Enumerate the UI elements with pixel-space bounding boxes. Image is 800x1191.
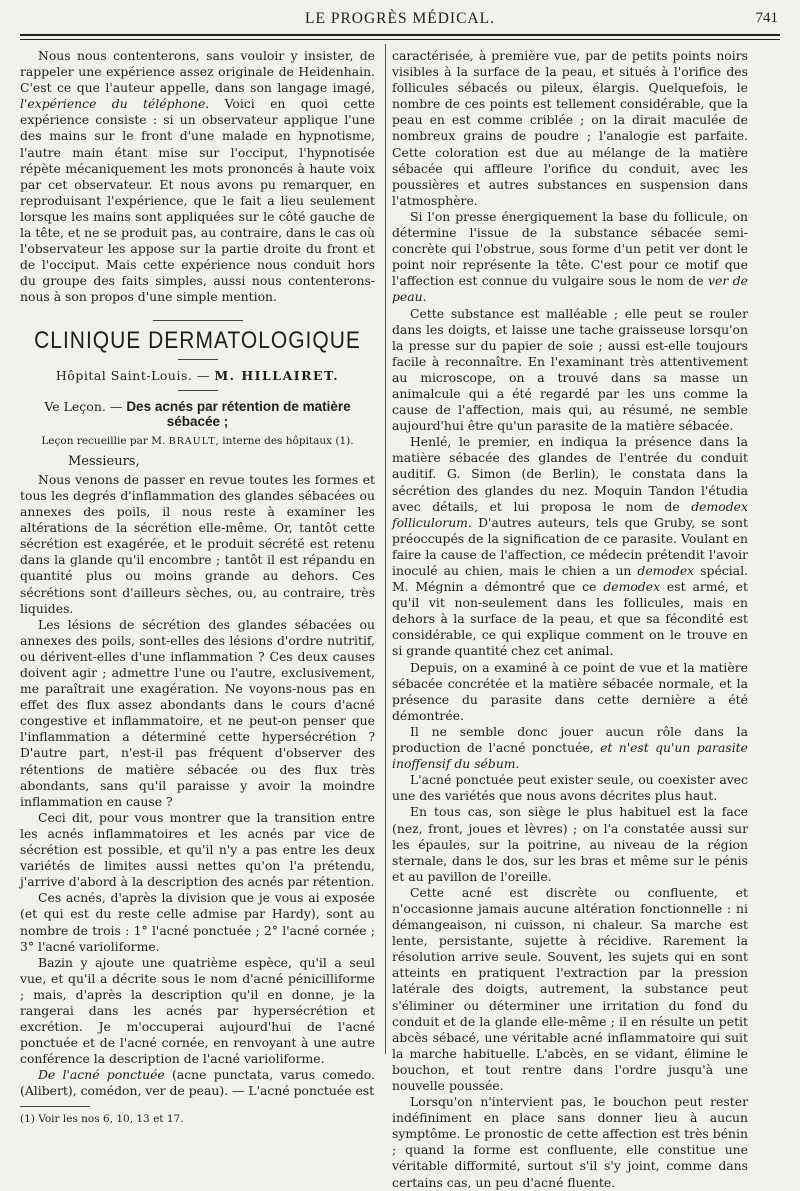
- section-separator: [153, 320, 243, 321]
- hospital-line: Hôpital Saint-Louis. — M. HILLAIRET.: [55, 367, 340, 383]
- subtitle-rule: [178, 390, 218, 391]
- left-column: [20, 48, 375, 1127]
- section-title: CLINIQUE DERMATOLOGIQUE: [34, 326, 361, 354]
- doctor-name: M. HILLAIRET.: [214, 367, 340, 383]
- column-divider: [385, 44, 386, 1054]
- body-paragraph: Depuis, on a examiné à ce point de vue et la matière sébacée concrétée et la matière sébacée normale, et la présence du parasite dans cette dernière a été démontrée.: [392, 659, 748, 723]
- italic-heading: De l'acné ponctuée: [38, 1067, 165, 1083]
- lecon-title: Des acnés par rétention de matière sébacée ;: [126, 398, 351, 429]
- footnote: (1) Voir les nos 6, 10, 13 et 17.: [20, 1112, 184, 1125]
- body-paragraph: Cette acné est discrète ou confluente, et n'occasionne jamais aucune altération fonctionnelle : ni démangeaison, ni cuisson, ni chaleur. Sa marche est lente, persistante, sujette à récidive. Rarement la résolution arrive seule. Souvent, les sujets qui en sont atteints en pratiquent l'extraction par la pression latérale des doigts, autrement, la substance peut s'éliminer ou déterminer une irritation du fond du conduit et de la glande elle-même ; il en résulte un petit abcès sébacé, une véritable acné inflammatoire qui suit la marche habituelle. L'abcès, en se vidant, élimine le bouchon, et tout rentre dans l'ordre jusqu'à une nouvelle poussée.: [392, 884, 748, 1093]
- body-paragraph: Bazin y ajoute une quatrième espèce, qu'il a seul vue, et qu'il a décrite sous le nom d'acné pénicilliforme ; mais, d'après la description qu'il en donne, je la rangerai dans les acnés par hypersécrétion et excrétion. Je m'occuperai aujourd'hui de l'acné ponctuée et de l'acné cornée, en renvoyant à une autre conférence la description de l'acné varioliforme.: [20, 954, 375, 1067]
- intro-paragraph: Nous nous contenterons, sans vouloir y insister, de rappeler une expérience assez originale de Heidenhain. C'est ce que l'auteur appelle, dans son langage imagé, l'expérience du téléphone. Voici en quoi cette expérience consiste : si un observateur applique l'une des mains sur le front d'une malade en hypnotisme, l'autre main étant mise sur l'occiput, l'hypnotisée répète mécaniquement les mots prononcés à haute voix par cet observateur. Et nous avons pu remarquer, en reproduisant l'expérience, que le fait a lieu seulement lorsque les mains sont appliquées sur le côté gauche de la tête, et ne se produit pas, au contraire, dans le cas où l'observateur les appose sur la partie droite du front et de l'occiput. Mais cette expérience nous conduit hors du groupe des faits simples, aussi nous contenterons-nous à son propos d'une simple mention.: [20, 48, 375, 305]
- footnote-rule: [20, 1106, 90, 1107]
- body-paragraph: Il ne semble donc jouer aucun rôle dans la production de l'acné ponctuée, et n'est qu'un parasite inoffensif du sébum.: [392, 723, 748, 772]
- salutation: Messieurs,: [68, 453, 140, 469]
- title-rule: [178, 359, 218, 360]
- body-paragraph: Ces acnés, d'après la division que je vous ai exposée (et qui est du reste celle admise par Hardy), sont au nombre de trois : 1° l'acné ponctuée ; 2° l'acné cornée ; 3° l'acné varioliforme.: [20, 890, 375, 954]
- body-paragraph: Henlé, le premier, en indiqua la présence dans la matière sébacée des glandes de l'entrée du conduit auditif. G. Simon (de Berlin), le constata dans la sécrétion des glandes du nez. Moquin Tandon l'étudia avec détails, et lui proposa le nom de demodex folliculorum. D'autres auteurs, tels que Gruby, se sont préoccupés de la signification de ce parasite. Voulant en faire la cause de l'affection, ce médecin prétendit l'avoir inoculé au chien, mais le chien a un demodex spécial. M. Mégnin a démontré que ce demodex est armé, et qu'il vit non-seulement dans les follicules, mais en dehors à la surface de la peau, et que sa fécondité est considérable, ce qui explique comment on le trouve en si grande quantité chez cet animal.: [392, 434, 748, 659]
- lecon-credit: Leçon recueillie par M. BRAULT, interne des hôpitaux (1).: [41, 434, 354, 447]
- body-paragraph: caractérisée, à première vue, par de petits points noirs visibles à la surface de la peau, et situés à l'orifice des follicules sébacés ou pileux, élargis. Quelquefois, le nombre de ces points est tellement considérable, que la peau en est comme criblée ; on la dirait maculée de nombreux grains de poudre ; l'analogie est parfaite. Cette coloration est due au mélange de la matière sébacée qui affleure l'orifice du conduit, avec les poussières et autres substances en suspension dans l'atmosphère.: [392, 48, 748, 208]
- body-paragraph: Si l'on presse énergiquement la base du follicule, on détermine l'issue de la substance sébacée semi-concrète qui l'obstrue, sous forme d'un petit ver dont le point noir représente la tête. C'est pour ce motif que l'affection est connue du vulgaire sous le nom de ver de peau.: [392, 208, 748, 305]
- recorder-name: BRAULT: [168, 435, 216, 447]
- running-header: [20, 10, 780, 36]
- journal-title: LE PROGRÈS MÉDICAL.: [305, 10, 495, 27]
- lecon-heading: Ve Leçon. — Des acnés par rétention de matière sébacée ;: [44, 398, 351, 429]
- italic-phrase: l'expérience du téléphone.: [20, 96, 210, 112]
- body-paragraph: Cette substance est malléable ; elle peut se rouler dans les doigts, et laisse une tache graisseuse lorsqu'on la presse sur du papier de soie ; aussi est-elle toujours facile à reconnaître. En l'examinant très attentivement au microscope, on a trouvé dans sa masse un animalcule qui a été regardé par les uns comme la cause de l'affection, mais qui, au résumé, ne semble aujourd'hui être qu'un parasite de la matière sébacée.: [392, 305, 748, 434]
- header-rule: [20, 34, 780, 36]
- body-paragraph: Lorsqu'on n'intervient pas, le bouchon peut rester indéfiniment en place sans donner lieu à aucun symptôme. Le pronostic de cette affection est très bénin ; quand la forme est confluente, elle constitue une véritable difformité, surtout s'il s'y joint, comme dans certains cas, un peu d'acné fluente.: [392, 1094, 748, 1190]
- body-paragraph: L'acné ponctuée peut exister seule, ou coexister avec une des variétés que nous avons décrites plus haut.: [392, 772, 748, 804]
- right-column: [392, 48, 748, 1191]
- body-paragraph: De l'acné ponctuée (acne punctata, varus comedo. (Alibert), comédon, ver de peau). — L'acné ponctuée est: [20, 1067, 375, 1099]
- body-paragraph: En tous cas, son siège le plus habituel est la face (nez, front, joues et lèvres) ; on l'a constatée aussi sur les épaules, sur la poitrine, au niveau de la région sternale, dans le dos, sur les bras et même sur le pénis et au pavillon de l'oreille.: [392, 804, 748, 884]
- page-number: 741: [755, 10, 778, 26]
- body-paragraph: Ceci dit, pour vous montrer que la transition entre les acnés inflammatoires et les acnés par vice de sécrétion est possible, et qu'il n'y a pas entre les deux variétés de limites aussi nettes qu'on l'a prétendu, j'arrive d'abord à la description des acnés par rétention.: [20, 809, 375, 890]
- body-paragraph: Les lésions de sécrétion des glandes sébacées ou annexes des poils, sont-elles des lésions d'ordre nutritif, ou dérivent-elles d'une inflammation ? Ces deux causes doivent agir ; admettre l'une ou l'autre, exclusivement, me paraîtrait une exagération. Ne voyons-nous pas en effet des flux assez abondants dans le cours d'acné congestive et inflammatoire, et ne peut-on penser que l'inflammation a déterminé cette hypersécrétion ? D'autre part, n'est-il pas fréquent d'observer des rétentions de matière sébacée ou des flux très abondants, sans qu'il paraisse y avoir la moindre inflammation en cause ?: [20, 616, 375, 809]
- header-rule-thin: [20, 39, 780, 40]
- body-paragraph: Nous venons de passer en revue toutes les formes et tous les degrés d'inflammation des glandes sébacées ou annexes des poils, il nous reste à examiner les altérations de la sécrétion elle-même. Or, tantôt cette sécrétion est exagérée, et le produit sécrété est retenu dans la glande qu'il encombre ; tantôt il est répandu en quantité plus ou moins grande au dehors. Ces sécrétions sont d'ailleurs sèches, ou, au contraire, très liquides.: [20, 471, 375, 616]
